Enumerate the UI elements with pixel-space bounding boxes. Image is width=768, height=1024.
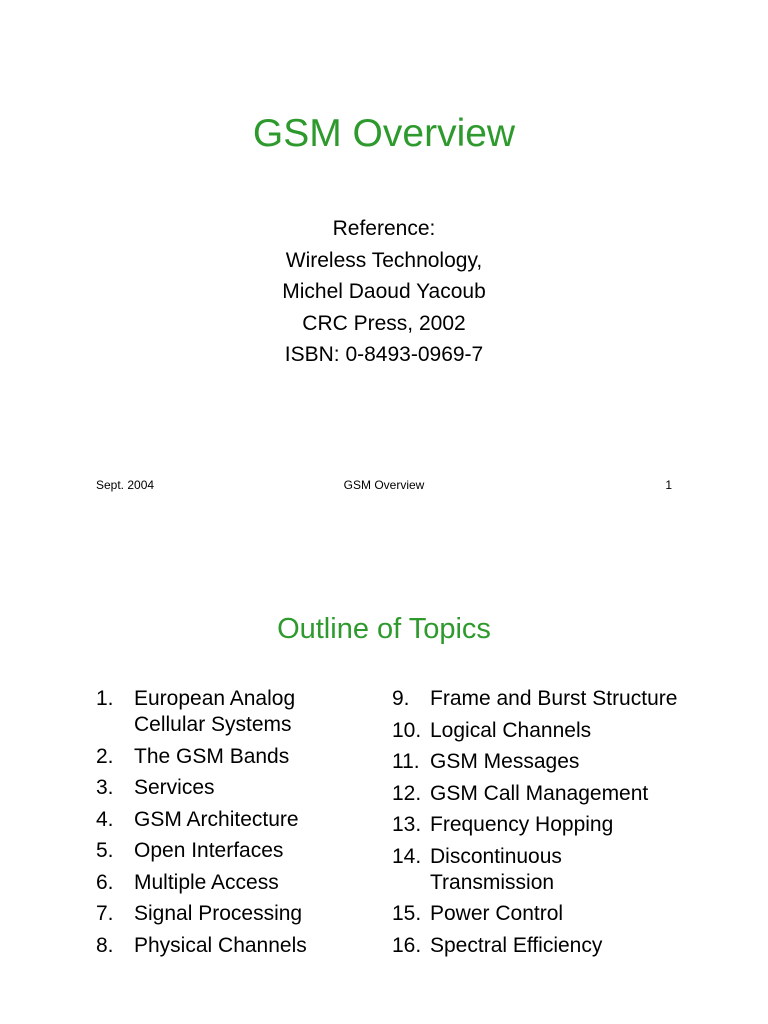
item-number: 12. (392, 781, 422, 805)
item-text: Logical Channels (430, 718, 592, 742)
list-item (96, 838, 366, 864)
list-item (96, 933, 366, 959)
reference-block (0, 215, 768, 373)
footer-page-number: 1 (665, 478, 672, 492)
list-item (96, 870, 366, 896)
list-item (392, 844, 682, 896)
item-text: GSM Architecture (134, 807, 299, 831)
item-text: Frame and Burst Structure (430, 687, 678, 710)
item-number: 8. (96, 933, 114, 957)
list-item (392, 781, 682, 807)
slide-title: GSM Overview (252, 112, 516, 155)
list-item (96, 686, 366, 738)
list-item (96, 744, 366, 770)
item-number: 5. (96, 839, 114, 862)
item-text: The GSM Bands (134, 744, 290, 768)
slide-title: Outline of Topics (277, 613, 491, 645)
item-text: Multiple Access (134, 870, 279, 894)
item-text: Power Control (430, 902, 564, 925)
topic-list-left (96, 686, 366, 964)
item-number: 7. (96, 902, 114, 925)
item-text: Discontinuous Transmission (430, 844, 562, 894)
item-text: Frequency Hopping (430, 813, 614, 836)
slide-2 (0, 512, 768, 1024)
item-text: GSM Messages (430, 750, 580, 773)
footer-date: Sept. 2004 (96, 478, 155, 492)
item-text: Physical Channels (134, 933, 307, 957)
item-text: Spectral Efficiency (430, 933, 603, 957)
footer-title: GSM Overview (343, 478, 425, 492)
list-item (392, 901, 682, 927)
reference-author: Michel Daoud Yacoub (282, 280, 486, 303)
list-item (96, 807, 366, 833)
item-text: Signal Processing (134, 902, 303, 925)
item-number: 16. (392, 933, 422, 957)
topic-list-right (392, 686, 682, 964)
list-item (392, 812, 682, 838)
item-number: 3. (96, 776, 114, 799)
item-number: 4. (96, 807, 114, 831)
item-text: GSM Call Management (430, 781, 649, 805)
list-item (96, 775, 366, 801)
item-number: 10. (392, 718, 422, 742)
item-number: 14. (392, 844, 422, 868)
item-number: 15. (392, 902, 422, 925)
reference-book-title: Wireless Technology, (285, 248, 483, 272)
item-number: 9. (392, 687, 410, 710)
item-text: Services (134, 776, 215, 799)
list-item (392, 718, 682, 744)
list-item (392, 933, 682, 959)
list-item (392, 686, 682, 712)
item-number: 2. (96, 744, 114, 768)
item-text: European Analog Cellular Systems (134, 687, 296, 736)
list-item (96, 901, 366, 927)
reference-isbn: ISBN: 0-8493-0969-7 (284, 343, 484, 366)
list-item (392, 749, 682, 775)
reference-publisher: CRC Press, 2002 (302, 311, 466, 335)
item-number: 1. (96, 687, 114, 710)
reference-label: Reference: (332, 217, 436, 240)
item-number: 13. (392, 813, 422, 836)
item-text: Open Interfaces (134, 839, 284, 862)
slide-footer (0, 478, 768, 494)
item-number: 6. (96, 870, 114, 894)
item-number: 11. (392, 750, 420, 773)
